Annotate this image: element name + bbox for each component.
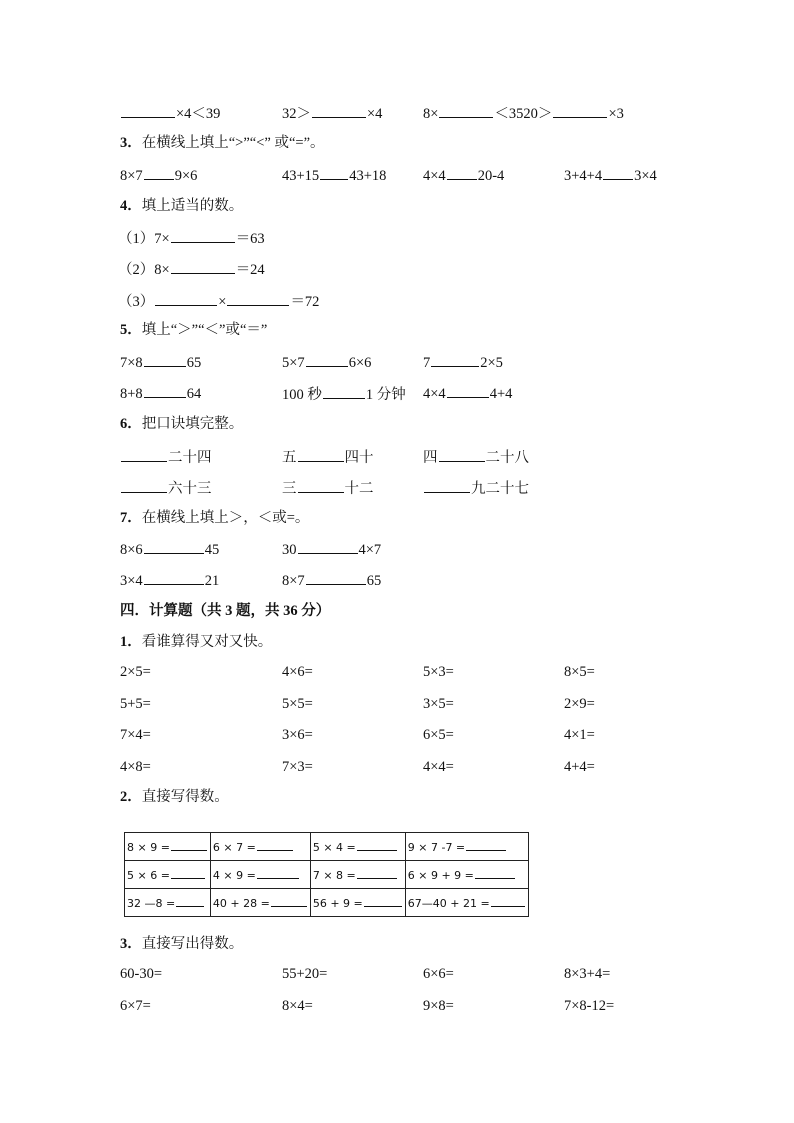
expr: 4×7 (358, 542, 382, 558)
answer-blank[interactable] (144, 539, 204, 554)
answer-blank[interactable] (121, 447, 167, 462)
expr: ＝72 (290, 294, 320, 310)
q7-item-3 (120, 570, 219, 590)
answer-blank[interactable] (447, 383, 489, 398)
expr: 十二 (344, 481, 374, 497)
q6-item-4 (120, 477, 212, 498)
q3-title (120, 133, 325, 153)
q6-item-3 (423, 446, 529, 467)
answer-blank[interactable] (306, 352, 348, 367)
row0-text: 32＞ (282, 106, 311, 122)
q7-item-2 (282, 539, 381, 559)
problem-item: 4×1= (564, 727, 595, 743)
expr: 三 (282, 481, 297, 497)
expr: 7 × 8 = (312, 868, 356, 882)
row0-item-2 (282, 102, 382, 123)
expr: 5×7 (282, 355, 305, 371)
q4-title (120, 196, 243, 216)
expr: 3×4 (634, 168, 657, 184)
question-number: 6． (120, 416, 142, 432)
answer-blank[interactable] (603, 165, 633, 180)
answer-blank[interactable] (553, 103, 607, 118)
answer-blank[interactable] (364, 896, 402, 907)
expr: 6 × 9 + 9 = (407, 868, 474, 882)
q5-item-1 (120, 352, 201, 372)
expr: 4×4 (423, 168, 446, 184)
table-cell (310, 833, 405, 861)
answer-blank[interactable] (466, 840, 506, 851)
q5-item-2 (282, 352, 371, 372)
expr: 45 (204, 542, 220, 558)
table-row (125, 833, 529, 861)
q3-item-2 (282, 165, 386, 185)
q5-item-5 (282, 383, 406, 404)
table-cell (125, 861, 211, 889)
expr: 43+18 (349, 168, 387, 184)
answer-blank[interactable] (171, 259, 235, 274)
answer-blank[interactable] (171, 868, 205, 879)
expr: 67—40 + 21 = (407, 896, 490, 910)
answer-blank[interactable] (144, 383, 186, 398)
question-number: 5． (120, 322, 142, 338)
answer-blank[interactable] (439, 447, 485, 462)
q6-title (120, 414, 243, 434)
row0-text: ×3 (608, 106, 624, 122)
answer-blank[interactable] (323, 384, 365, 399)
question-number: 4． (120, 198, 142, 214)
q7-item-1 (120, 539, 219, 559)
answer-blank[interactable] (447, 165, 477, 180)
answer-blank[interactable] (431, 352, 479, 367)
q6-item-5 (282, 477, 374, 498)
problem-item: 5×3= (423, 664, 454, 680)
question-text: 在横线上填上＞，＜或=。 (141, 510, 310, 526)
answer-blank[interactable] (298, 447, 344, 462)
problem-item: 4×8= (120, 758, 151, 775)
expr: 8+8 (120, 386, 143, 402)
problem-item: 5×5= (282, 695, 313, 712)
table-cell (125, 889, 211, 917)
expr: 20-4 (477, 168, 505, 184)
expr: 56 + 9 = (312, 896, 363, 910)
expr: 65 (186, 355, 202, 371)
q3-item-4 (564, 165, 657, 185)
expr: （3） (118, 294, 155, 310)
expr: 65 (366, 573, 382, 589)
c2-title (120, 787, 229, 807)
expr: 7 (423, 355, 431, 371)
expr: 4+4 (489, 386, 513, 402)
answer-blank[interactable] (121, 478, 167, 493)
expr: × (218, 294, 227, 310)
section-4-title: 四．计算题（共 3 题，共 36 分） (120, 603, 331, 619)
table-row (125, 861, 529, 889)
q6-item-1 (120, 446, 212, 467)
row0-text: 8× (423, 106, 439, 122)
answer-blank[interactable] (312, 103, 366, 118)
expr: 32 —8 = (127, 896, 176, 910)
problem-item: 7×8-12= (564, 998, 615, 1014)
answer-blank[interactable] (176, 896, 204, 907)
row0-text: ×4＜39 (176, 106, 221, 122)
answer-blank[interactable] (144, 570, 204, 585)
answer-blank[interactable] (257, 840, 293, 851)
expr: 21 (204, 573, 220, 589)
expr: ＝63 (235, 231, 265, 247)
question-number: 7． (120, 510, 142, 526)
expr: 43+15 (282, 168, 320, 184)
expr: （1）7× (118, 231, 170, 247)
q6-item-6 (423, 477, 529, 498)
table-cell (310, 861, 405, 889)
expr: 3×4 (120, 573, 143, 589)
answer-blank[interactable] (491, 896, 525, 907)
problem-item: 7×4= (120, 727, 151, 743)
expr: 64 (186, 386, 202, 402)
expr: ＝24 (235, 262, 265, 278)
q6-item-2 (282, 446, 374, 467)
problem-item: 2×5= (120, 664, 151, 680)
answer-blank[interactable] (475, 868, 515, 879)
answer-blank[interactable] (155, 291, 217, 306)
expr: 9×6 (174, 168, 198, 184)
expr: 5 × 6 = (127, 868, 170, 882)
table-cell (125, 833, 211, 861)
expr: 2×5 (480, 355, 503, 371)
expr: 四十 (344, 450, 374, 466)
problem-item: 4×6= (282, 664, 313, 680)
table-cell (310, 889, 405, 917)
expr: 二十四 (168, 450, 212, 466)
answer-blank[interactable] (320, 165, 348, 180)
answer-blank[interactable] (121, 103, 175, 118)
answer-blank[interactable] (227, 291, 289, 306)
q5-item-3 (423, 352, 503, 372)
answer-blank[interactable] (298, 478, 344, 493)
c3-title (120, 934, 243, 954)
problem-item: 8×3+4= (564, 966, 611, 982)
answer-blank[interactable] (439, 103, 493, 118)
expr: 30 (282, 542, 297, 558)
question-number: 1． (120, 634, 142, 650)
problem-item: 6×5= (423, 727, 454, 743)
answer-blank[interactable] (424, 478, 470, 493)
table-cell (210, 861, 310, 889)
q3-item-3 (423, 165, 504, 185)
problem-item: 5+5= (120, 695, 151, 712)
expr: 二十八 (485, 450, 529, 466)
expr: 9 × 7 -7 = (407, 840, 466, 854)
question-text: 直接写得数。 (141, 789, 229, 805)
q4-item-1 (118, 227, 265, 248)
answer-blank[interactable] (257, 868, 299, 879)
answer-blank[interactable] (357, 840, 397, 851)
problem-item: 6×6= (423, 966, 454, 982)
expr: 4 × 9 = (212, 868, 256, 882)
expr: 40 + 28 = (212, 896, 270, 910)
problem-item: 6×7= (120, 998, 151, 1014)
q4-item-3 (118, 290, 319, 311)
table-cell (405, 861, 528, 889)
expr: 8 × 9 = (127, 840, 170, 854)
table-row (125, 889, 529, 917)
table-cell (405, 889, 528, 917)
answer-blank[interactable] (171, 840, 207, 851)
question-text: 直接写出得数。 (141, 936, 244, 952)
table-cell (210, 889, 310, 917)
problem-item: 7×3= (282, 758, 313, 775)
table-cell (405, 833, 528, 861)
row0-item-1 (120, 102, 220, 123)
q7-title (120, 508, 309, 528)
question-number: 2． (120, 789, 142, 805)
answer-blank[interactable] (306, 570, 366, 585)
q4-item-2 (118, 258, 265, 279)
expr: 六十三 (168, 481, 212, 497)
q3-item-1 (120, 165, 197, 185)
answer-blank[interactable] (298, 539, 358, 554)
table-cell (210, 833, 310, 861)
expr: 100 秒 (282, 387, 322, 403)
problem-item: 55+20= (282, 966, 328, 982)
question-text: 看谁算得又对又快。 (141, 634, 273, 650)
expr: 四 (423, 450, 438, 466)
expr: 3+4+4 (564, 168, 603, 184)
row0-item-3 (423, 102, 624, 123)
expr: 8×7 (282, 573, 305, 589)
problem-item: 9×8= (423, 998, 454, 1014)
expr: （2）8× (118, 262, 170, 278)
answer-blank[interactable] (357, 868, 397, 879)
c1-title (120, 632, 272, 652)
q7-item-4 (282, 570, 381, 590)
row0-text: ×4 (367, 106, 383, 122)
problem-item: 4×4= (423, 758, 454, 775)
answer-blank[interactable] (144, 352, 186, 367)
expr: 8×6 (120, 542, 143, 558)
expr: 1 分钟 (365, 387, 406, 403)
problem-item: 3×6= (282, 727, 313, 743)
question-text: 填上适当的数。 (141, 198, 244, 214)
problem-item: 2×9= (564, 695, 595, 712)
answer-blank[interactable] (171, 228, 235, 243)
question-text: 把口诀填完整。 (141, 416, 244, 432)
q5-item-6 (423, 383, 512, 403)
expr: 五 (282, 450, 297, 466)
question-number: 3． (120, 135, 142, 151)
row0-text: ＜3520＞ (494, 106, 553, 122)
expr: 8×7 (120, 168, 143, 184)
expr: 5 × 4 = (312, 840, 356, 854)
answer-blank[interactable] (271, 896, 307, 907)
question-number: 3． (120, 936, 142, 952)
expr: 4×4 (423, 386, 446, 402)
expr: 九二十七 (471, 481, 529, 497)
question-text: 填上“＞”“＜”或“＝” (141, 322, 268, 338)
q5-item-4 (120, 383, 201, 403)
expr: 6×6 (348, 355, 372, 371)
problem-item: 60-30= (120, 966, 163, 982)
problem-item: 4+4= (564, 758, 595, 775)
question-text: 在横线上填上“>”“<” 或“=”。 (141, 135, 325, 151)
problem-item: 8×4= (282, 998, 313, 1014)
q5-title (120, 320, 267, 340)
problem-item: 3×5= (423, 695, 454, 712)
expr: 7×8 (120, 355, 143, 371)
c2-table (124, 832, 529, 917)
expr: 6 × 7 = (212, 840, 256, 854)
answer-blank[interactable] (144, 165, 174, 180)
problem-item: 8×5= (564, 664, 595, 680)
